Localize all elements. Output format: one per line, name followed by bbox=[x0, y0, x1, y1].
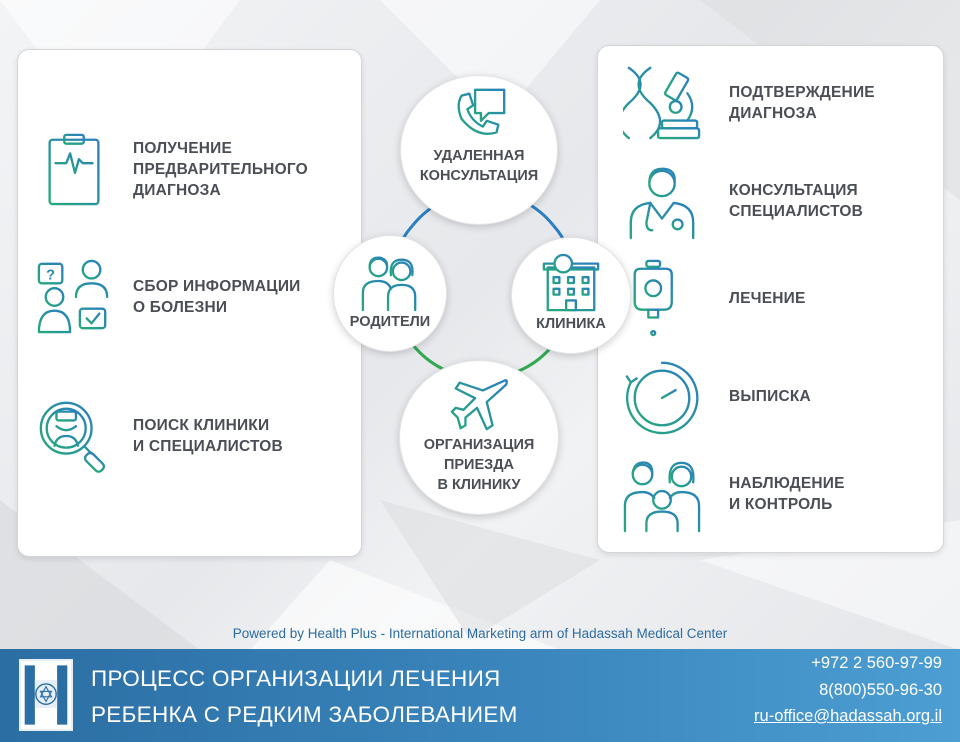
dna-microscope-icon bbox=[623, 64, 701, 142]
step-label: ПОЛУЧЕНИЕ ПРЕДВАРИТЕЛЬНОГО ДИАГНОЗА bbox=[133, 139, 308, 199]
phone-israel[interactable]: +972 2 560-97-99 bbox=[811, 654, 942, 672]
step-find-clinic bbox=[35, 397, 283, 475]
step-label: ПОДТВЕРЖДЕНИЕ ДИАГНОЗА bbox=[729, 84, 875, 122]
powered-by-text: Powered by Health Plus - International Marketing arm of Hadassah Medical Center bbox=[232, 626, 728, 641]
bubble-label: РОДИТЕЛИ bbox=[349, 314, 431, 330]
step-discharge bbox=[623, 357, 811, 435]
step-preliminary-diagnosis bbox=[35, 130, 308, 208]
step-label: НАБЛЮДЕНИЕ И КОНТРОЛЬ bbox=[729, 475, 845, 513]
footer-title-line-2: РЕБЕНКА С РЕДКИМ ЗАБОЛЕВАНИЕМ bbox=[91, 702, 518, 727]
step-monitoring bbox=[623, 455, 845, 533]
bubble-label: ОРГАНИЗАЦИЯ ПРИЕЗДА В КЛИНИКУ bbox=[423, 437, 535, 493]
clinic-bubble bbox=[511, 237, 631, 354]
iv-drip-bag-icon bbox=[623, 259, 701, 337]
phone-chat-cross-icon bbox=[448, 84, 510, 146]
remote-consultation-bubble bbox=[400, 75, 558, 225]
bubble-label: КЛИНИКА bbox=[536, 316, 606, 332]
arrival-organization-bubble bbox=[399, 360, 559, 515]
clipboard-cardiogram-icon bbox=[35, 130, 113, 208]
hospital-building-icon bbox=[540, 252, 602, 314]
clock-icon bbox=[623, 357, 701, 435]
doctor-patient-chat-icon bbox=[35, 258, 113, 336]
step-confirm-diagnosis bbox=[623, 64, 875, 142]
step-collect-info bbox=[35, 258, 301, 336]
doctor-specialist-icon bbox=[623, 162, 701, 240]
svg-text:?: ? bbox=[46, 267, 56, 284]
footer-title-line-1: ПРОЦЕСС ОРГАНИЗАЦИИ ЛЕЧЕНИЯ bbox=[91, 666, 501, 691]
step-specialist-consultation bbox=[623, 162, 863, 240]
bubble-label: УДАЛЕННАЯ КОНСУЛЬТАЦИЯ bbox=[419, 148, 539, 184]
step-label: ВЫПИСКА bbox=[729, 387, 811, 405]
step-label: ЛЕЧЕНИЕ bbox=[729, 289, 806, 307]
hadassah-logo bbox=[19, 659, 73, 731]
step-label: СБОР ИНФОРМАЦИИ О БОЛЕЗНИ bbox=[133, 278, 301, 316]
step-treatment bbox=[623, 259, 806, 337]
email-link[interactable]: ru-office@hadassah.org.il bbox=[754, 707, 942, 725]
parents-bubble bbox=[333, 235, 447, 352]
parents-icon bbox=[359, 250, 421, 312]
step-label: ПОИСК КЛИНИКИ И СПЕЦИАЛИСТОВ bbox=[133, 417, 283, 455]
airplane-icon bbox=[448, 373, 510, 435]
phone-russia[interactable]: 8(800)550-96-30 bbox=[819, 681, 942, 699]
step-label: КОНСУЛЬТАЦИЯ СПЕЦИАЛИСТОВ bbox=[729, 182, 864, 220]
doctor-search-magnifier-icon bbox=[35, 397, 113, 475]
hadassah-emblem-icon bbox=[21, 661, 71, 729]
family-icon bbox=[623, 455, 701, 533]
